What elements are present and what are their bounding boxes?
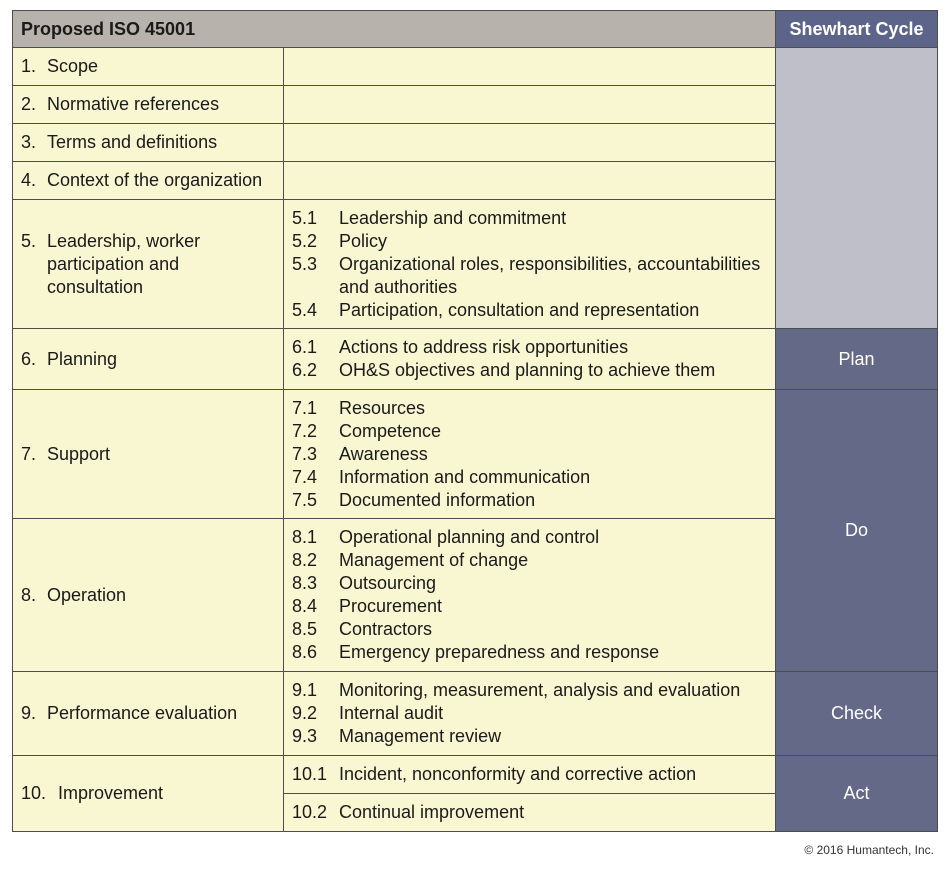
- clause-title: Normative references: [47, 94, 220, 114]
- subclause-number: 10.1: [292, 764, 328, 784]
- clause-cell: [13, 756, 284, 832]
- subclause-number: 8.5: [292, 619, 318, 639]
- table-row: [13, 48, 938, 86]
- copyright-notice: © 2016 Humantech, Inc.: [804, 843, 934, 857]
- clause-title: Support: [47, 443, 111, 464]
- subclause-cell: [284, 672, 776, 756]
- subclause-text: Monitoring, measurement, analysis and evaluation: [339, 680, 741, 700]
- subclause-number: 5.1: [292, 207, 318, 228]
- subclause-cell: [284, 200, 776, 329]
- subclause-text: Policy: [339, 230, 388, 251]
- clause-cell: [13, 390, 284, 519]
- clause-cell: [13, 124, 284, 162]
- subclause-cell: [284, 756, 776, 794]
- subclause-item: [292, 420, 767, 443]
- table-row: [13, 756, 938, 794]
- subclause-text: Contractors: [339, 619, 433, 639]
- subclause-cell: [284, 329, 776, 390]
- cycle-act: Act: [776, 756, 938, 832]
- subclause-number: 6.2: [292, 360, 318, 380]
- clause-number: 1.: [21, 56, 37, 76]
- clause-cell: [13, 48, 284, 86]
- clause-number: 2.: [21, 94, 37, 114]
- subclause-text: Incident, nonconformity and corrective action: [339, 764, 697, 784]
- iso-45001-table: [12, 10, 938, 832]
- subclause-item: [292, 595, 767, 618]
- subclause-item: [292, 572, 767, 595]
- subclause-number: 9.2: [292, 703, 318, 723]
- subclause-cell-empty: [284, 48, 776, 86]
- subclause-number: 7.3: [292, 443, 318, 464]
- subclause-number: 5.2: [292, 230, 318, 251]
- clause-number: 5.: [21, 230, 37, 251]
- table-row: [13, 672, 938, 756]
- subclause-text: Leadership and commitment: [339, 207, 567, 228]
- table-row: [13, 329, 938, 390]
- subclause-number: 7.4: [292, 466, 318, 487]
- clause-cell: [13, 329, 284, 390]
- subclause-number: 6.1: [292, 337, 318, 357]
- subclause-cell: [284, 519, 776, 672]
- subclause-text: Management review: [339, 726, 502, 746]
- subclause-item: [292, 253, 767, 299]
- header-row: [13, 11, 938, 48]
- subclause-number: 8.4: [292, 596, 318, 616]
- subclause-item: [292, 763, 767, 786]
- cycle-do: Do: [776, 390, 938, 672]
- cycle-cell-empty: [776, 48, 938, 329]
- subclause-cell: [284, 390, 776, 519]
- subclause-text: Participation, consultation and representation: [339, 299, 700, 320]
- subclause-number: 8.6: [292, 642, 318, 662]
- subclause-text: Documented information: [339, 489, 536, 510]
- subclause-text: Actions to address risk opportunities: [339, 337, 629, 357]
- subclause-item: [292, 549, 767, 572]
- subclause-number: 8.1: [292, 527, 318, 547]
- clause-number: 3.: [21, 132, 37, 152]
- subclause-text: Resources: [339, 397, 426, 418]
- subclause-number: 7.1: [292, 397, 318, 418]
- subclause-text: Operational planning and control: [339, 527, 600, 547]
- subclause-item: [292, 801, 767, 824]
- subclause-number: 5.4: [292, 299, 318, 320]
- subclause-text: Competence: [339, 420, 442, 441]
- subclause-item: [292, 702, 767, 725]
- cycle-check: Check: [776, 672, 938, 756]
- clause-cell: [13, 672, 284, 756]
- subclause-cell-empty: [284, 124, 776, 162]
- subclause-text: Continual improvement: [339, 802, 525, 822]
- clause-number: 7.: [21, 443, 37, 464]
- subclause-text: Procurement: [339, 596, 443, 616]
- clause-cell: [13, 162, 284, 200]
- clause-title: Performance evaluation: [47, 703, 238, 723]
- cycle-header: Shewhart Cycle: [776, 11, 938, 48]
- subclause-number: 7.2: [292, 420, 318, 441]
- clause-number: 6.: [21, 348, 37, 369]
- clause-title: Scope: [47, 56, 99, 76]
- subclause-text: OH&S objectives and planning to achieve them: [339, 360, 716, 380]
- subclause-text: Internal audit: [339, 703, 444, 723]
- subclause-item: [292, 466, 767, 489]
- clause-title: Terms and definitions: [47, 132, 218, 152]
- subclause-number: 7.5: [292, 489, 318, 510]
- table-row: [13, 390, 938, 519]
- subclause-number: 9.3: [292, 726, 318, 746]
- clause-number: 8.: [21, 584, 37, 605]
- subclause-text: Organizational roles, responsibilities, accountabilities and authorities: [339, 253, 761, 297]
- clause-cell: [13, 86, 284, 124]
- clause-number: 4.: [21, 170, 37, 190]
- clause-title: Planning: [47, 348, 118, 369]
- clause-title: Improvement: [58, 783, 164, 803]
- subclause-number: 9.1: [292, 680, 318, 700]
- subclause-item: [292, 526, 767, 549]
- subclause-number: 8.3: [292, 573, 318, 593]
- clause-title: Context of the organization: [47, 170, 263, 190]
- subclause-item: [292, 299, 767, 322]
- subclause-item: [292, 359, 767, 382]
- subclause-item: [292, 397, 767, 420]
- subclause-text: Management of change: [339, 550, 529, 570]
- subclause-item: [292, 443, 767, 466]
- subclause-number: 8.2: [292, 550, 318, 570]
- subclause-cell-empty: [284, 162, 776, 200]
- subclause-text: Information and communication: [339, 466, 591, 487]
- subclause-item: [292, 230, 767, 253]
- subclause-cell-empty: [284, 86, 776, 124]
- subclause-item: [292, 641, 767, 664]
- subclause-number: 10.2: [292, 802, 328, 822]
- clause-cell: [13, 200, 284, 329]
- clause-number: 9.: [21, 703, 37, 723]
- table-title: Proposed ISO 45001: [13, 11, 776, 48]
- subclause-text: Outsourcing: [339, 573, 437, 593]
- subclause-item: [292, 679, 767, 702]
- subclause-cell: [284, 794, 776, 832]
- subclause-item: [292, 207, 767, 230]
- subclause-item: [292, 618, 767, 641]
- subclause-item: [292, 489, 767, 512]
- subclause-number: 5.3: [292, 253, 318, 274]
- clause-number: 10.: [21, 783, 47, 803]
- subclause-text: Emergency preparedness and response: [339, 642, 660, 662]
- clause-title: Operation: [47, 584, 127, 605]
- cycle-plan: Plan: [776, 329, 938, 390]
- subclause-text: Awareness: [339, 443, 428, 464]
- clause-title: Leadership, worker participation and consultation: [47, 230, 201, 297]
- clause-cell: [13, 519, 284, 672]
- subclause-item: [292, 725, 767, 748]
- subclause-item: [292, 336, 767, 359]
